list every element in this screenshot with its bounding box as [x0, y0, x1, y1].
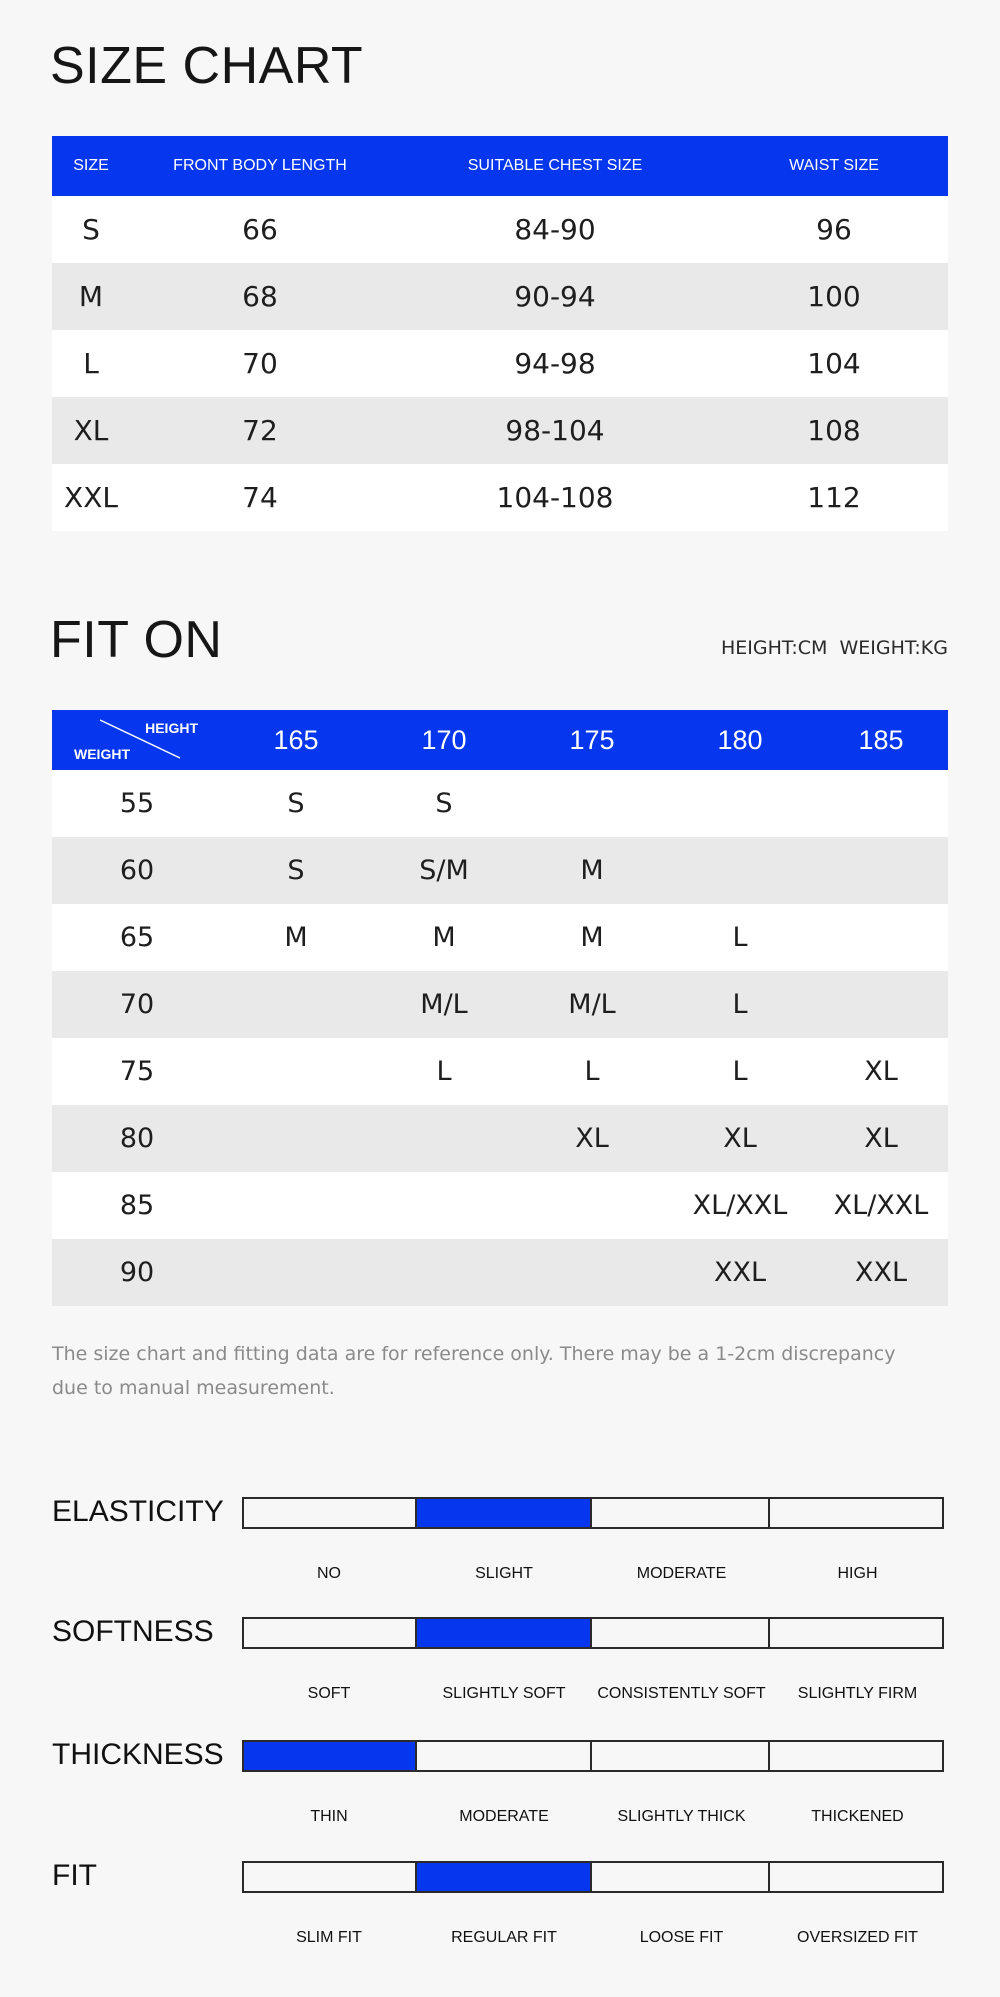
recommended-size-cell: XL [666, 1105, 814, 1172]
table-row [52, 837, 948, 904]
table-cell: S [52, 196, 130, 263]
scale-label: THICKNESS [52, 1738, 224, 1771]
table-cell: 104 [720, 330, 948, 397]
chest-size-header: SUITABLE CHEST SIZE [390, 136, 720, 196]
table-row [52, 1239, 948, 1306]
scale-option-label: LOOSE FIT [639, 1929, 724, 1946]
recommended-size-cell: XL [814, 1038, 948, 1105]
recommended-size-cell [222, 1239, 370, 1306]
scale-option-label: HIGH [837, 1565, 878, 1582]
height-weight-corner [52, 710, 222, 770]
height-header: 170 [370, 710, 518, 770]
table-cell: 98-104 [390, 397, 720, 464]
corner-weight-label: WEIGHT [74, 746, 130, 762]
table-cell: 72 [130, 397, 390, 464]
scale-bar [242, 1497, 944, 1529]
weight-cell: 90 [52, 1239, 222, 1306]
recommended-size-cell: XL [814, 1105, 948, 1172]
recommended-size-cell: L [370, 1038, 518, 1105]
table-cell: 90-94 [390, 263, 720, 330]
scale-options [242, 1929, 944, 1947]
recommended-size-cell [222, 1172, 370, 1239]
fit-on-table [52, 710, 948, 1306]
scale-segment [244, 1863, 417, 1891]
height-header: 175 [518, 710, 666, 770]
recommended-size-cell: S [222, 770, 370, 837]
recommended-size-cell: XXL [666, 1239, 814, 1306]
table-row [52, 971, 948, 1038]
weight-cell: 65 [52, 904, 222, 971]
table-row [52, 1105, 948, 1172]
scale-segment [592, 1863, 770, 1891]
recommended-size-cell: XXL [814, 1239, 948, 1306]
scale-segment [592, 1499, 770, 1527]
recommended-size-cell: L [666, 1038, 814, 1105]
scale-option-label: MODERATE [636, 1565, 727, 1582]
scale-label: SOFTNESS [52, 1615, 214, 1648]
size-chart-title: SIZE CHART [50, 37, 364, 95]
disclaimer-note: The size chart and fitting data are for reference only. There may be a 1-2cm discrepancy due to manual measurement. [52, 1343, 896, 1399]
table-cell: 94-98 [390, 330, 720, 397]
recommended-size-cell: XL/XXL [666, 1172, 814, 1239]
table-row [52, 196, 948, 263]
scale-segment [244, 1499, 417, 1527]
scale-bar [242, 1861, 944, 1893]
scale-option-label: NO [317, 1565, 341, 1582]
recommended-size-cell [518, 1239, 666, 1306]
scale-option-label: SLIM FIT [296, 1929, 362, 1946]
table-cell: 84-90 [390, 196, 720, 263]
recommended-size-cell [814, 770, 948, 837]
scale-options [242, 1685, 944, 1703]
weight-cell: 70 [52, 971, 222, 1038]
scale-option-label: SLIGHT [475, 1565, 533, 1582]
scale-option-label: THICKENED [811, 1808, 904, 1825]
height-header: 185 [814, 710, 948, 770]
table-cell: 108 [720, 397, 948, 464]
recommended-size-cell [370, 1105, 518, 1172]
recommended-size-cell: M/L [518, 971, 666, 1038]
scale-option-label: CONSISTENTLY SOFT [597, 1685, 766, 1702]
height-header: 180 [666, 710, 814, 770]
table-row [52, 1172, 948, 1239]
scale-segment-selected [417, 1863, 592, 1891]
scale-segment [770, 1742, 942, 1770]
scale-segment [592, 1742, 770, 1770]
recommended-size-cell: XL/XXL [814, 1172, 948, 1239]
units-note: HEIGHT:CM WEIGHT:KG [720, 637, 948, 659]
recommended-size-cell: L [518, 1038, 666, 1105]
recommended-size-cell: L [666, 971, 814, 1038]
front-body-length-header: FRONT BODY LENGTH [130, 136, 390, 196]
table-cell: 74 [130, 464, 390, 531]
scale-segment-selected [417, 1619, 592, 1647]
table-cell: 96 [720, 196, 948, 263]
scale-option-label: SLIGHTLY FIRM [797, 1685, 918, 1702]
recommended-size-cell [518, 1172, 666, 1239]
recommended-size-cell: XL [518, 1105, 666, 1172]
weight-cell: 85 [52, 1172, 222, 1239]
waist-size-header: WAIST SIZE [720, 136, 948, 196]
scale-segment [770, 1863, 942, 1891]
recommended-size-cell [666, 837, 814, 904]
scale-option-label: THIN [310, 1808, 348, 1825]
height-header: 165 [222, 710, 370, 770]
scale-option-label: SLIGHTLY THICK [617, 1808, 746, 1825]
table-row [52, 904, 948, 971]
weight-cell: 75 [52, 1038, 222, 1105]
size-chart-header-row [52, 136, 948, 196]
size-chart-table [52, 136, 948, 531]
recommended-size-cell [222, 1038, 370, 1105]
scale-option-label: REGULAR FIT [451, 1929, 557, 1946]
scale-segment [770, 1499, 942, 1527]
table-cell: 66 [130, 196, 390, 263]
recommended-size-cell [370, 1172, 518, 1239]
weight-cell: 80 [52, 1105, 222, 1172]
scale-bar [242, 1617, 944, 1649]
recommended-size-cell [370, 1239, 518, 1306]
recommended-size-cell: M [222, 904, 370, 971]
fit-on-title: FIT ON [50, 611, 223, 669]
scale-label: FIT [52, 1859, 97, 1892]
scale-options [242, 1565, 944, 1583]
table-cell: M [52, 263, 130, 330]
table-row [52, 1038, 948, 1105]
recommended-size-cell: M [518, 904, 666, 971]
scale-segment [417, 1742, 592, 1770]
scale-bar [242, 1740, 944, 1772]
scale-label: ELASTICITY [52, 1495, 224, 1528]
recommended-size-cell [814, 837, 948, 904]
recommended-size-cell: M [518, 837, 666, 904]
table-row [52, 330, 948, 397]
scale-option-label: SOFT [307, 1685, 351, 1702]
scale-segment-selected [244, 1742, 417, 1770]
scale-option-label: SLIGHTLY SOFT [442, 1685, 566, 1702]
table-cell: 104-108 [390, 464, 720, 531]
recommended-size-cell: M [370, 904, 518, 971]
recommended-size-cell: L [666, 904, 814, 971]
recommended-size-cell [814, 904, 948, 971]
table-row [52, 770, 948, 837]
recommended-size-cell [222, 971, 370, 1038]
table-cell: 100 [720, 263, 948, 330]
table-row [52, 263, 948, 330]
table-row [52, 464, 948, 531]
scale-segment [592, 1619, 770, 1647]
table-cell: XXL [52, 464, 130, 531]
recommended-size-cell [666, 770, 814, 837]
scale-option-label: OVERSIZED FIT [797, 1929, 918, 1946]
recommended-size-cell [222, 1105, 370, 1172]
fit-on-header-row [52, 710, 948, 770]
table-cell: 112 [720, 464, 948, 531]
table-cell: L [52, 330, 130, 397]
recommended-size-cell: S [370, 770, 518, 837]
recommended-size-cell [814, 971, 948, 1038]
recommended-size-cell [518, 770, 666, 837]
corner-height-label: HEIGHT [145, 720, 198, 736]
table-cell: XL [52, 397, 130, 464]
table-cell: 68 [130, 263, 390, 330]
scale-segment [770, 1619, 942, 1647]
table-row [52, 397, 948, 464]
scale-segment-selected [417, 1499, 592, 1527]
weight-cell: 60 [52, 837, 222, 904]
weight-cell: 55 [52, 770, 222, 837]
recommended-size-cell: S [222, 837, 370, 904]
table-cell: 70 [130, 330, 390, 397]
scale-segment [244, 1619, 417, 1647]
recommended-size-cell: S/M [370, 837, 518, 904]
size-header: SIZE [52, 136, 130, 196]
recommended-size-cell: M/L [370, 971, 518, 1038]
scale-options [242, 1808, 944, 1826]
scale-option-label: MODERATE [459, 1808, 549, 1825]
